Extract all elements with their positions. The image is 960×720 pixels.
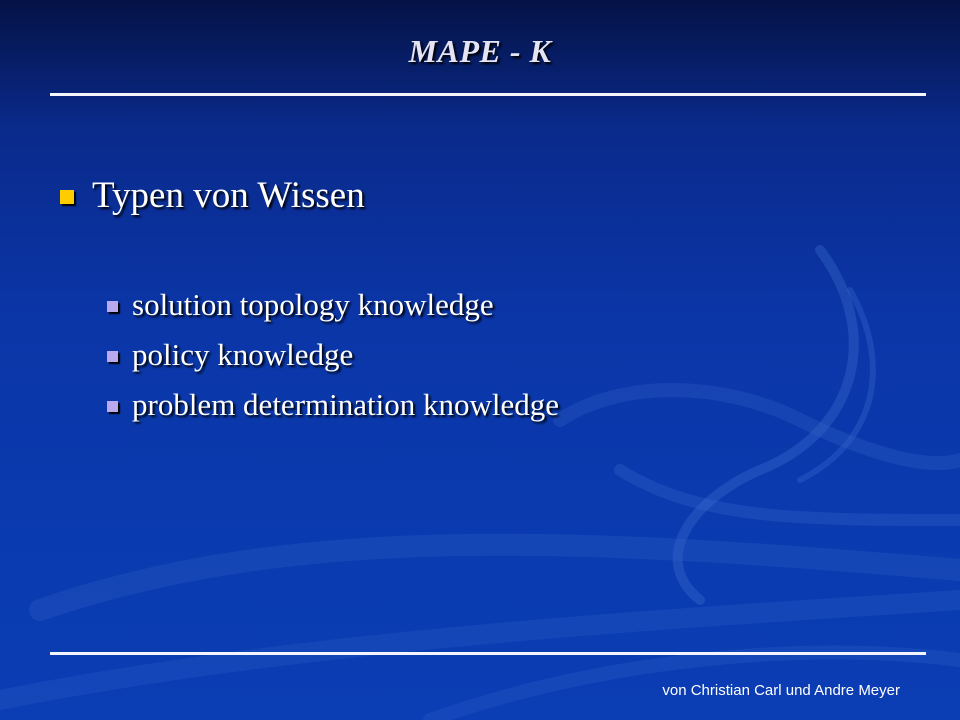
main-bullet [60, 174, 365, 217]
sub-bullet-list [107, 280, 559, 430]
slide-title: MAPE - K [408, 33, 552, 69]
sub-bullet-item [107, 380, 559, 430]
square-bullet-icon [107, 351, 118, 362]
sub-bullet-text: problem determination knowledge [132, 387, 559, 422]
sub-bullet-text: solution topology knowledge [132, 287, 494, 322]
square-bullet-icon [107, 401, 118, 412]
footer-divider [50, 652, 926, 655]
square-bullet-icon [107, 301, 118, 312]
footer-credits: von Christian Carl und Andre Meyer [662, 682, 900, 699]
title-divider [50, 93, 926, 96]
main-bullet-text: Typen von Wissen [92, 175, 365, 216]
square-bullet-icon [60, 190, 74, 204]
sub-bullet-text: policy knowledge [132, 337, 354, 372]
sub-bullet-item [107, 280, 559, 330]
sub-bullet-item [107, 330, 559, 380]
